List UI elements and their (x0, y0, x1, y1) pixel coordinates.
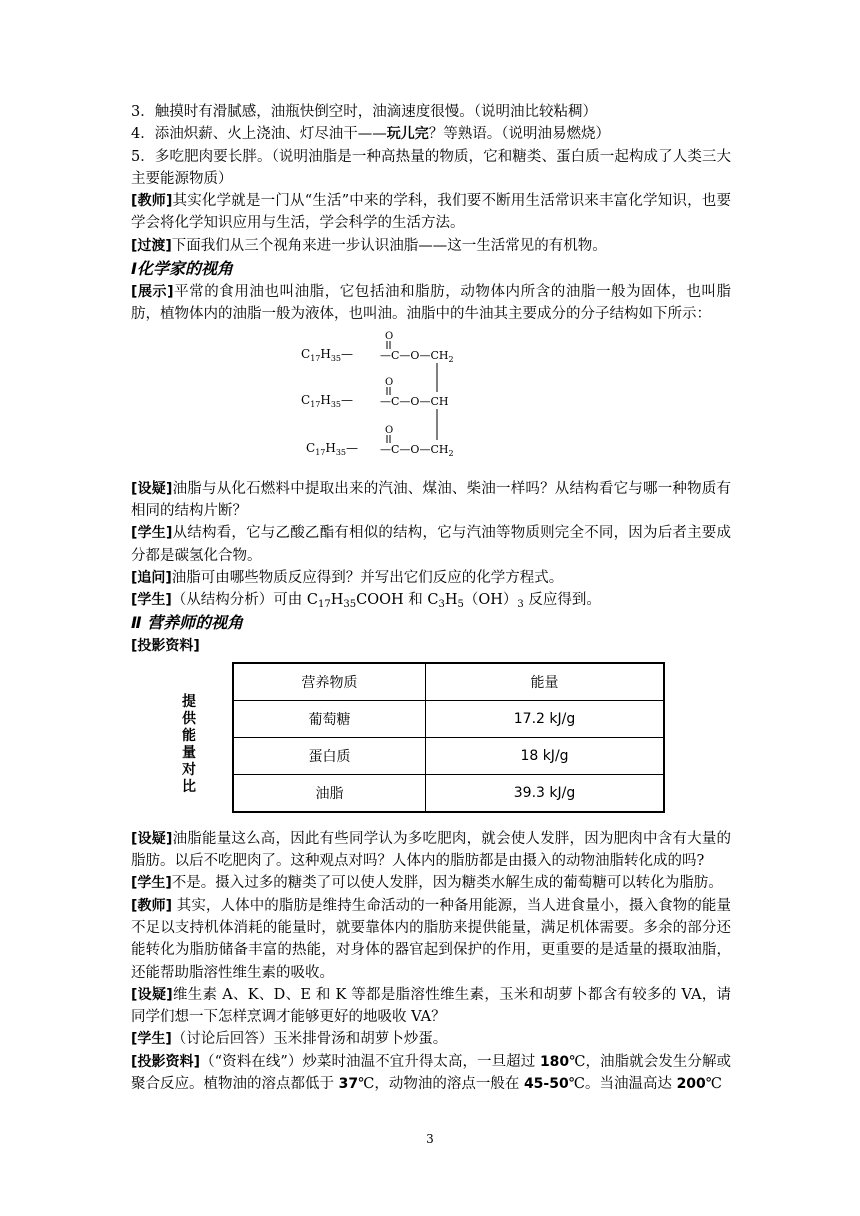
projection-paragraph-2 (131, 1051, 731, 1096)
question-text: 油脂能量这么高，因此有些同学认为多吃肥肉，就会使人发胖，因为肥肉中含有大量的脂肪。以后不吃肥肉了。这种观点对吗？人体内的脂肪都是由摄入的动物油脂转化成的吗? (131, 830, 732, 870)
table-header-row (233, 663, 664, 701)
question-text: 维生素 A、K、D、E 和 K 等都是脂溶性维生素，玉米和胡萝卜都含有较多的 VA，请同学们想一下怎样烹调才能够更好的地吸收 VA？ (131, 986, 732, 1026)
point-5: 5．多吃肥肉要长胖。（说明油脂是一种高热量的物质，它和糖类、蛋白质一起构成了人类三大主要能源物质） (131, 148, 731, 187)
structure-diagram (131, 328, 731, 468)
question-tag: [设疑] (131, 830, 173, 847)
question-text: 油脂与从化石燃料中提取出来的汽油、煤油、柴油一样吗？从结构看它与哪一种物质有相同的结构片断？ (131, 480, 732, 519)
table-row (233, 700, 664, 737)
temperature-value: 180 (539, 1053, 570, 1070)
formula-h: H (444, 592, 458, 609)
point-4 (131, 123, 731, 145)
subscript: 5 (457, 599, 464, 611)
student-paragraph-4 (131, 1028, 731, 1050)
student-tag: [学生] (131, 875, 172, 892)
carbon-3: $—C—O—CH_2$ (380, 442, 454, 458)
student-tag: [学生] (131, 525, 173, 542)
transition-text: 下面我们从三个视角来进一步认识油脂——这一生活常见的有机物。 (171, 237, 607, 254)
energy-side-label (179, 694, 199, 796)
formula-text: COOH 和 C (356, 592, 439, 609)
side-label-char: 比 (182, 778, 196, 795)
question-paragraph-4 (131, 984, 731, 1029)
carbon-1: $—C—O—CH_2$ (380, 348, 454, 364)
projection-label (131, 635, 731, 657)
student-text: （讨论后回答）玉米排骨汤和胡萝卜炒蛋。 (171, 1031, 448, 1048)
side-label-char: 对 (182, 761, 196, 778)
oxygen-carbonyl-3: O (385, 424, 394, 436)
formula-text: （OH） (463, 592, 518, 609)
student-tag: [学生] (131, 592, 172, 609)
teacher-tag: [教师] (131, 897, 173, 914)
followup-tag: [追问] (131, 569, 172, 586)
display-paragraph (131, 281, 731, 326)
formula-h: H (330, 592, 344, 609)
question-tag: [设疑] (131, 986, 173, 1003)
cell-substance: 油脂 (233, 774, 426, 812)
cell-substance: 蛋白质 (233, 737, 426, 774)
projection-tag: [投影资料] (131, 1053, 201, 1070)
side-label-char: 供 (182, 710, 196, 727)
carbon-2: —C—O—CH (380, 394, 449, 408)
subscript: 35 (343, 599, 357, 611)
transition-paragraph (131, 235, 731, 257)
chain-label-3: $C_{17}H_{35}—$ (306, 440, 359, 457)
side-label-char: 能 (182, 727, 196, 744)
student-paragraph-3 (131, 872, 731, 894)
transition-tag: [过渡] (131, 237, 172, 254)
formula-text: 反应得到。 (523, 592, 601, 609)
display-text: 平常的食用油也叫油脂，它包括油和脂肪，动物体内所含的油脂一般为固体，也叫脂肪，植物体内的油脂一般为液体，也叫油。油脂中的牛油其主要成分的分子结构如下所示： (131, 284, 731, 323)
teacher-paragraph-1 (131, 190, 731, 235)
student-answer-text: （从结构分析）可由 C (171, 592, 318, 609)
oxygen-carbonyl-2: O (385, 376, 394, 388)
projection-text: ℃。当油温高达 (568, 1076, 677, 1093)
energy-table (232, 662, 665, 813)
student-text: 从结构看，它与乙酸乙酯有相似的结构，它与汽油等物质则完全不同，因为后者主要成分都是碳氢化合物。 (131, 525, 732, 564)
side-label-char: 提 (182, 693, 196, 710)
student-tag: [学生] (131, 1031, 172, 1048)
oxygen-carbonyl-1: O (385, 330, 394, 342)
cell-energy: 39.3 kJ/g (426, 774, 665, 812)
point-4-text: 4．添油炽薪、火上浇油、灯尽油干—— (131, 126, 387, 143)
subscript: 17 (318, 599, 331, 611)
teacher-tag: [教师] (131, 193, 173, 210)
temperature-value: 200 (676, 1076, 706, 1093)
table-row (233, 774, 664, 812)
projection-text: ℃，油脂就会发生分解或聚合反应。植物油的溶点都低于 (131, 1053, 731, 1093)
projection-tag: [投影资料] (131, 638, 200, 655)
student-paragraph-1 (131, 522, 731, 567)
cell-substance: 葡萄糖 (233, 700, 426, 737)
subscript: 3 (438, 599, 445, 611)
header-energy: 能量 (426, 663, 665, 701)
chain-label-2: $C_{17}H_{35}—$ (301, 392, 354, 409)
section-heading-chemist: Ⅰ化学家的视角 (131, 259, 233, 279)
temperature-value: 45-50 (523, 1076, 569, 1093)
page-number: 3 (426, 1132, 434, 1146)
teacher-paragraph-2 (131, 895, 731, 984)
side-label-char: 量 (182, 744, 196, 761)
teacher-text: 其实化学就是一门从“生活”中来的学科，我们要不断用生活常识来丰富化学知识，也要学会将化学知识应用与生活，学会科学的生活方法。 (131, 193, 731, 232)
section-heading-nutritionist: Ⅱ 营养师的视角 (131, 613, 244, 633)
subscript: 3 (517, 599, 524, 611)
point-4-bold: 玩儿完 (386, 126, 429, 143)
energy-comparison (131, 658, 731, 828)
question-tag: [设疑] (131, 480, 173, 497)
point-3: 3．触摸时有滑腻感，油瓶快倒空时，油滴速度很慢。（说明油比较粘稠） (131, 104, 597, 120)
temperature-value: 37 (338, 1076, 359, 1093)
display-tag: [展示] (131, 284, 174, 301)
followup-text: 油脂可由哪些物质反应得到？并写出它们反应的化学方程式。 (171, 569, 564, 586)
triglyceride-structure (131, 328, 731, 468)
projection-text: （“资料在线”）炒菜时油温不宜升得太高，一旦超过 (200, 1053, 540, 1070)
projection-text: ℃，动物油的溶点一般在 (358, 1076, 524, 1093)
question-paragraph-1 (131, 478, 731, 523)
document-page (131, 101, 731, 1095)
point-4-text-end: ？等熟语。（说明油易燃烧） (428, 126, 610, 143)
student-text: 不是。摄入过多的糖类了可以使人发胖，因为糖类水解生成的葡萄糖可以转化为脂肪。 (171, 875, 723, 892)
projection-text: ℃ (705, 1076, 723, 1093)
cell-energy: 18 kJ/g (426, 737, 665, 774)
followup-paragraph (131, 567, 731, 589)
table-row (233, 737, 664, 774)
cell-energy: 17.2 kJ/g (426, 700, 665, 737)
header-substance: 营养物质 (233, 663, 426, 701)
teacher-text: 其实，人体中的脂肪是维持生命活动的一种备用能源，当人进食量小，摄入食物的能量不足以支持机体消耗的能量时，就要靠体内的脂肪来提供能量，满足机体需要。多余的部分还能转化为脂肪储备丰富的热能，对身体的器官起到保护的作用，更重要的是适量的摄取油脂，还能帮助脂溶性维生素的吸收。 (131, 897, 731, 981)
student-paragraph-2 (131, 589, 731, 611)
chain-label-1: $C_{17}H_{35}—$ (301, 346, 354, 363)
question-paragraph-3 (131, 828, 731, 873)
